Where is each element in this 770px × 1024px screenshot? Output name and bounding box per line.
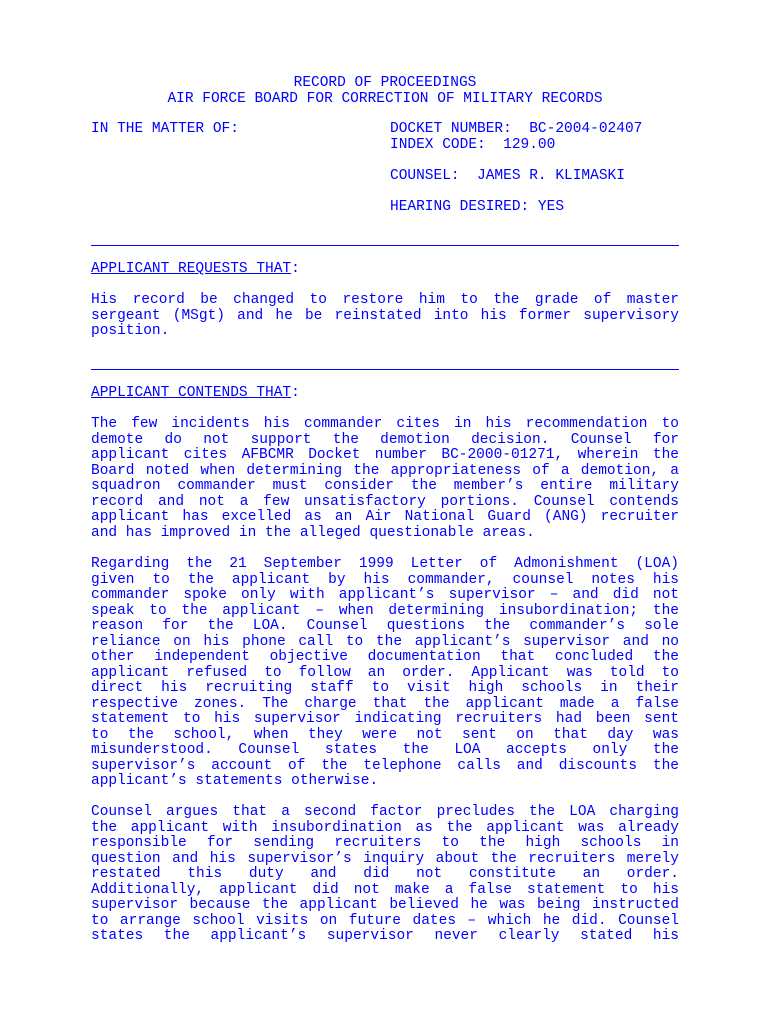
- section-heading-text: APPLICANT REQUESTS THAT: [91, 261, 292, 277]
- contends-paragraph-3: [91, 805, 679, 945]
- text-line: respective zones. The charge that the applicant made a false: [91, 695, 679, 712]
- docket-number: DOCKET NUMBER: BC-2004-02407: [390, 121, 643, 137]
- contends-paragraph-1: [91, 417, 679, 541]
- text-line: to the school, when they were not sent on that day was: [91, 726, 679, 743]
- hearing-desired: HEARING DESIRED: YES: [390, 199, 565, 215]
- text-line: demote do not support the demotion decision. Counsel for: [91, 431, 679, 448]
- text-line: The few incidents his commander cites in his recommendation to: [91, 416, 679, 432]
- matter-label: IN THE MATTER OF:: [91, 121, 239, 137]
- text-line: speak to the applicant – when determining insubordination; the: [91, 602, 679, 619]
- text-line: reason for the LOA. Counsel questions the commander’s sole: [91, 618, 679, 634]
- counsel-name: COUNSEL: JAMES R. KLIMASKI: [390, 168, 625, 184]
- text-line: supervisor because the applicant believed he was being instructed: [91, 897, 679, 913]
- index-code: INDEX CODE: 129.00: [390, 137, 556, 153]
- text-line: question and his supervisor’s inquiry about the recruiters merely: [91, 850, 679, 867]
- document-title: RECORD OF PROCEEDINGS: [293, 75, 477, 91]
- text-line: supervisor’s account of the telephone calls and discounts the: [91, 757, 679, 774]
- text-line: record and not a few unsatisfactory portions. Counsel contends: [91, 493, 679, 510]
- text-line: applicant’s statements otherwise.: [91, 773, 379, 789]
- text-line: Regarding the 21 September 1999 Letter of Admonishment (LOA): [91, 556, 679, 572]
- divider-line: [91, 369, 679, 370]
- text-line: reliance on his phone call to the applicant’s supervisor and no: [91, 633, 679, 650]
- text-line: misunderstood. Counsel states the LOA accepts only the: [91, 742, 679, 758]
- text-line: restated this duty and did not constitute an order.: [91, 866, 679, 882]
- text-line: applicant cites AFBCMR Docket number BC-2000-01271, wherein the: [91, 447, 679, 463]
- text-line: to arrange school visits on future dates – which he did. Counsel: [91, 912, 679, 929]
- text-line: applicant has excelled as an Air National Guard (ANG) recruiter: [91, 509, 679, 525]
- text-line: other independent objective documentation that concluded the: [91, 649, 679, 665]
- text-line: and has improved in the alleged questionable areas.: [91, 524, 535, 541]
- section-heading-contends: APPLICANT CONTENDS THAT:: [91, 385, 300, 401]
- text-line: Board noted when determining the appropriateness of a demotion, a: [91, 462, 679, 479]
- board-name: AIR FORCE BOARD FOR CORRECTION OF MILITARY RECORDS: [167, 91, 603, 107]
- text-line: given to the applicant by his commander, counsel notes his: [91, 571, 679, 588]
- text-line: direct his recruiting staff to visit high schools in their: [91, 680, 679, 696]
- text-line: states the applicant’s supervisor never clearly stated his: [91, 928, 679, 944]
- text-line: statement to his supervisor indicating recruiters had been sent: [91, 711, 679, 727]
- text-line: the applicant with insubordination as the applicant was already: [91, 819, 679, 836]
- text-line: applicant refused to follow an order. Applicant was told to: [91, 664, 679, 681]
- text-line: squadron commander must consider the member’s entire military: [91, 478, 679, 494]
- text-line: Additionally, applicant did not make a false statement to his: [91, 881, 679, 898]
- text-line: His record be changed to restore him to the grade of master: [91, 292, 679, 308]
- text-line: commander spoke only with applicant’s supervisor – and did not: [91, 587, 679, 603]
- contends-paragraph-2: [91, 557, 679, 790]
- divider-line: [91, 245, 679, 246]
- section-heading-text: APPLICANT CONTENDS THAT: [91, 385, 292, 401]
- section-heading-requests: APPLICANT REQUESTS THAT:: [91, 261, 300, 277]
- text-line: Counsel argues that a second factor precludes the LOA charging: [91, 804, 679, 820]
- text-line: position.: [91, 323, 170, 339]
- text-line: responsible for sending recruiters to the high schools in: [91, 835, 679, 851]
- text-line: sergeant (MSgt) and he be reinstated into his former supervisory: [91, 307, 679, 324]
- requests-paragraph: [91, 293, 679, 340]
